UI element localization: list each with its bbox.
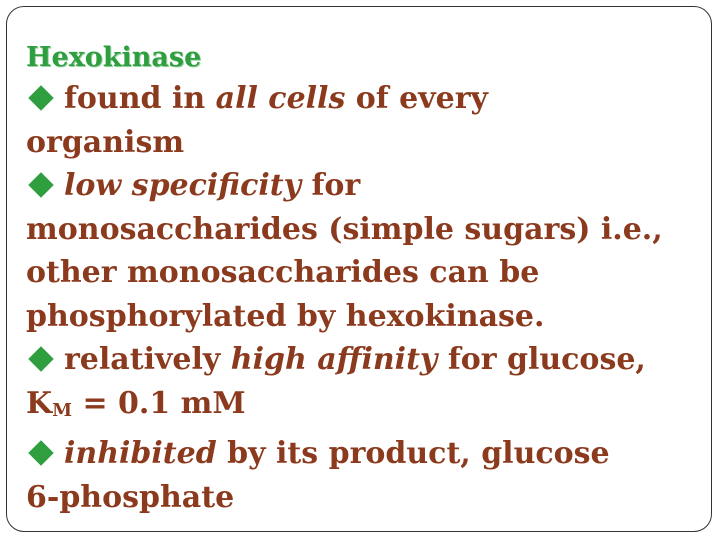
bullet-3-line-1: [26, 338, 716, 382]
diamond-bullet-icon: [28, 346, 53, 371]
diamond-bullet-icon: [28, 172, 53, 197]
bullet-2-line-1: [26, 164, 716, 208]
slide-title: Hexokinase: [26, 42, 202, 73]
bullet-4-line-2: 6-phosphate: [26, 479, 235, 515]
bullet-4-text-end: by its product, glucose: [216, 436, 610, 471]
bullet-3-text: relatively: [64, 342, 231, 377]
bullet-2-text-end: for: [301, 168, 361, 203]
bullet-2-line-2: monosaccharides (simple sugars) i.e.,: [26, 211, 663, 247]
bullet-3-emphasis: high affinity: [230, 342, 438, 377]
bullet-1-text-end: of every: [345, 81, 488, 116]
km-symbol: K: [26, 385, 53, 421]
bullet-2-line-4: phosphorylated by hexokinase.: [26, 298, 545, 334]
km-subscript: M: [52, 399, 73, 421]
km-value: = 0.1 mM: [72, 385, 246, 421]
bullet-2-emphasis: low specificity: [64, 168, 302, 203]
bullet-4-line-1: [26, 432, 716, 476]
diamond-bullet-icon: [28, 440, 53, 465]
bullet-1-line-2: organism: [26, 124, 185, 160]
km-value-line: [26, 382, 716, 433]
slide-frame: [6, 6, 712, 532]
bullet-1-text: found in: [64, 81, 216, 116]
bullet-1-line-1: [26, 77, 716, 121]
bullet-4-emphasis: inhibited: [64, 436, 217, 471]
slide-content: [26, 39, 716, 519]
bullet-2-line-3: other monosaccharides can be: [26, 255, 540, 290]
bullet-3-text-end: for glucose,: [437, 342, 646, 377]
diamond-bullet-icon: [28, 85, 53, 110]
bullet-1-emphasis: all cells: [215, 81, 346, 116]
